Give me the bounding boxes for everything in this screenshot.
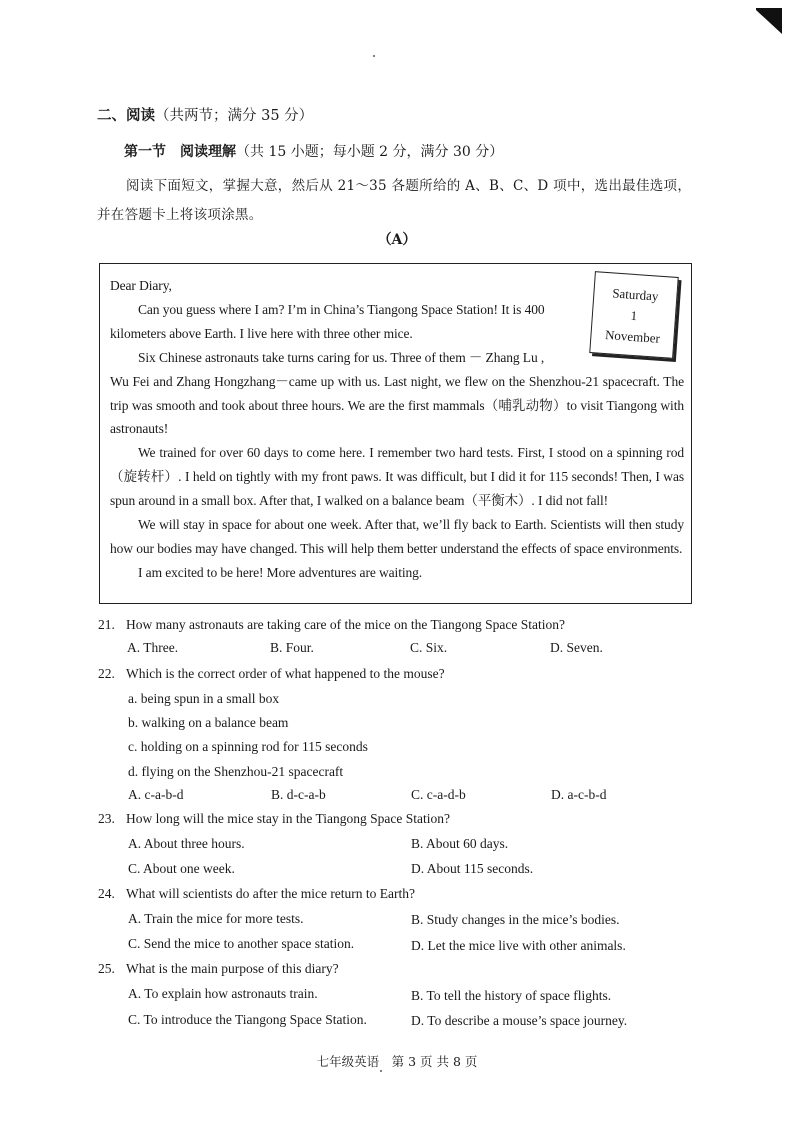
q23-option-d: D. About 115 seconds. <box>411 861 534 876</box>
question-24: 24. What will scientists do after the mice return to Earth? <box>98 886 416 901</box>
q25-option-a: A. To explain how astronauts train. <box>128 986 318 1001</box>
paragraph-5: I am excited to be here! More adventures are waiting. <box>138 564 423 580</box>
q22-item-a: a. being spun in a small box <box>128 691 280 706</box>
q24-option-c: C. Send the mice to another space station. <box>128 936 355 951</box>
scan-speck <box>380 1070 382 1072</box>
section-title: 二、阅读（共两节；满分 35 分） <box>97 107 314 124</box>
scan-speck <box>373 55 375 57</box>
paragraph-1-line-1: Can you guess where I am? I’m in China’s Tiangong Space Station! It is 400 <box>138 301 545 317</box>
date-stamp <box>589 271 679 359</box>
question-23: 23. How long will the mice stay in the Tiangong Space Station? <box>98 811 450 826</box>
q25-option-d: D. To describe a mouse’s space journey. <box>411 1013 628 1028</box>
diary-greeting: Dear Diary, <box>110 278 172 293</box>
q22-item-d: d. flying on the Shenzhou-21 spacecraft <box>128 764 344 779</box>
q22-option-d: D. a-c-b-d <box>551 787 607 802</box>
date-month: November <box>604 326 661 346</box>
date-day: Saturday <box>611 284 660 304</box>
q21-option-d: D. Seven. <box>550 640 603 655</box>
q21-option-a: A. Three. <box>127 640 179 655</box>
date-number: 1 <box>630 307 638 323</box>
q23-option-a: A. About three hours. <box>128 836 245 851</box>
q22-item-b: b. walking on a balance beam <box>128 715 289 730</box>
q23-option-b: B. About 60 days. <box>411 836 509 851</box>
paragraph-2-line-1: Six Chinese astronauts take turns caring for us. Three of them － Zhang Lu , <box>138 349 545 365</box>
q22-item-c: c. holding on a spinning rod for 115 seconds <box>128 739 368 754</box>
q21-option-c: C. Six. <box>410 640 448 655</box>
instructions: 阅读下面短文，掌握大意，然后从 21～35 各题所给的 A、B、C、D 项中，选出最佳选项，并在答题卡上将该项涂黑。 <box>97 178 692 223</box>
corner-mark-icon <box>756 8 782 34</box>
q24-option-a: A. Train the mice for more tests. <box>128 911 304 926</box>
q24-option-d: D. Let the mice live with other animals. <box>411 938 626 953</box>
paragraph-4: We will stay in space for about one week. After that, we’ll fly back to Earth. Scientists will then study how our bodies may have changed. This will help them better understand the effects of space environments. <box>110 517 684 556</box>
q22-option-a: A. c-a-b-d <box>128 787 184 802</box>
q21-option-b: B. Four. <box>270 640 314 655</box>
q24-option-b: B. Study changes in the mice’s bodies. <box>411 912 620 927</box>
paragraph-2: Wu Fei and Zhang Hongzhang－came up with us. Last night, we flew on the Shenzhou-21 spacecraft. The trip was smooth and took about three hours. We are the first mammals（哺乳动物）to visit Tiangong with astronauts! <box>110 373 684 437</box>
q25-option-c: C. To introduce the Tiangong Space Station. <box>128 1012 367 1027</box>
subsection-title: 第一节 阅读理解（共 15 小题；每小题 2 分，满分 30 分） <box>124 144 504 160</box>
passage-label: （A） <box>377 232 417 248</box>
page-footer: 七年级英语 第 3 页 共 8 页 <box>316 1054 478 1069</box>
question-22: 22. Which is the correct order of what happened to the mouse? <box>98 666 445 681</box>
q25-option-b: B. To tell the history of space flights. <box>411 988 612 1003</box>
q22-option-b: B. d-c-a-b <box>271 787 326 802</box>
paragraph-1-line-2: kilometers above Earth. I live here with three other mice. <box>110 325 413 341</box>
question-21: 21. How many astronauts are taking care of the mice on the Tiangong Space Station? <box>98 617 566 632</box>
question-25: 25. What is the main purpose of this diary? <box>98 961 339 976</box>
q22-option-c: C. c-a-d-b <box>411 787 466 802</box>
paragraph-3: We trained for over 60 days to come here. I remember two hard tests. First, I stood on a spinning rod（旋转杆）. I held on tightly with my front paws. It was difficult, but I did it for 115 seconds! Then, I was spun around in a small box. After that, I walked on a balance beam（平衡木）. I did not fall! <box>110 445 684 509</box>
q23-option-c: C. About one week. <box>128 861 235 876</box>
